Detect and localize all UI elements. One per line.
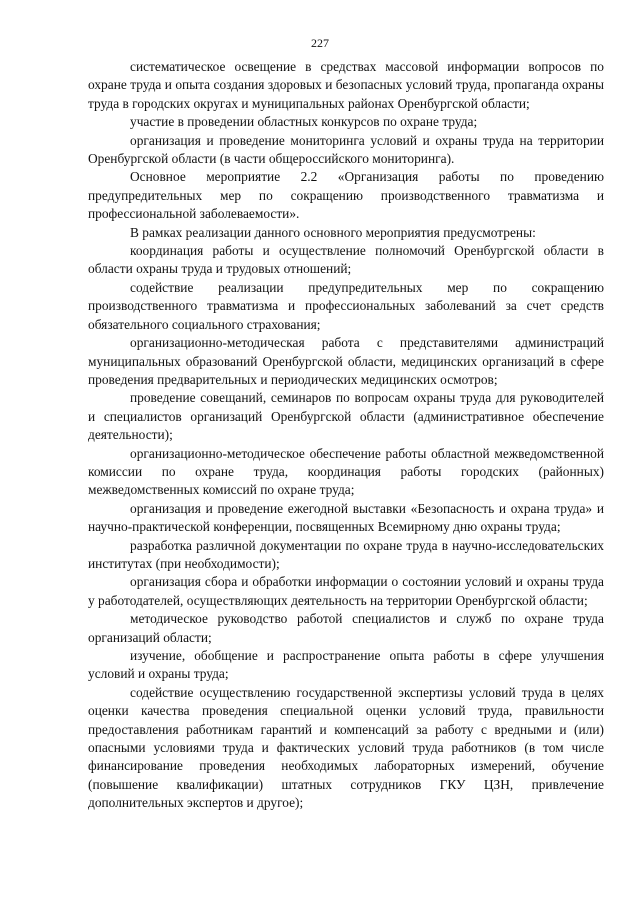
page-number: 227	[311, 36, 329, 50]
paragraph: организационно-методическое обеспечение работы областной межведомственной комиссии по охране труда, координация работы городских (районных) межведомственных комиссий по охране труда;	[88, 445, 604, 498]
paragraph: разработка различной документации по охране труда в научно-исследовательских институтах (при необходимости);	[88, 537, 604, 571]
paragraph: содействие реализации предупредительных мер по сокращению производственного травматизма и профессиональных заболеваний за счет средств обязательного социального страхования;	[88, 279, 604, 332]
paragraph: изучение, обобщение и распространение опыта работы в сфере улучшения условий и охраны труда;	[88, 648, 604, 682]
paragraph: систематическое освещение в средствах массовой информации вопросов по охране труда и опыта создания здоровых и безопасных условий труда, пропаганда охраны труда в городских округах и муниципальных районах Оренбургской области;	[88, 59, 604, 111]
paragraph: организация и проведение мониторинга условий и охраны труда на территории Оренбургской области (в части общероссийского мониторинга).	[88, 132, 604, 167]
paragraph: организация сбора и обработки информации о состоянии условий и охраны труда у работодателей, осуществляющих деятельность на территории Оренбургской области;	[88, 574, 604, 608]
paragraph: проведение совещаний, семинаров по вопросам охраны труда для руководителей и специалистов организаций Оренбургской области (административное обеспечение деятельности);	[88, 390, 604, 443]
paragraph: методическое руководство работой специалистов и служб по охране труда организаций области;	[88, 611, 604, 645]
paragraph: организационно-методическая работа с представителями администраций муниципальных образований Оренбургской области, медицинских организаций в сфере проведения предварительных и периодических медицинских осмотров;	[88, 335, 604, 387]
paragraph: организация и проведение ежегодной выставки «Безопасность и охрана труда» и научно-практической конференции, посвященных Всемирному дню охраны труда;	[88, 500, 604, 535]
paragraph: В рамках реализации данного основного мероприятия предусмотрены:	[130, 224, 536, 240]
paragraph: координация работы и осуществление полномочий Оренбургской области в области охраны труда и трудовых отношений;	[88, 243, 604, 277]
paragraph: Основное мероприятие 2.2 «Организация работы по проведению предупредительных мер по сокращению производственного травматизма и профессиональной заболеваемости».	[88, 169, 604, 222]
body-text	[88, 58, 604, 813]
paragraph: участие в проведении областных конкурсов по охране труда;	[130, 114, 478, 130]
paragraph: содействие осуществлению государственной экспертизы условий труда в целях оценки качества проведения специальной оценки условий труда, правильности предоставления работникам гарантий и компенсаций за работу с вредными и (или) опасными условиями труда и фактических условий труда работников (в том числе финансирование проведения необходимых лабораторных измерений, обучение (повышение квалификации) штатных сотрудников ГКУ ЦЗН, привлечение дополнительных экспертов и другое);	[88, 684, 604, 811]
